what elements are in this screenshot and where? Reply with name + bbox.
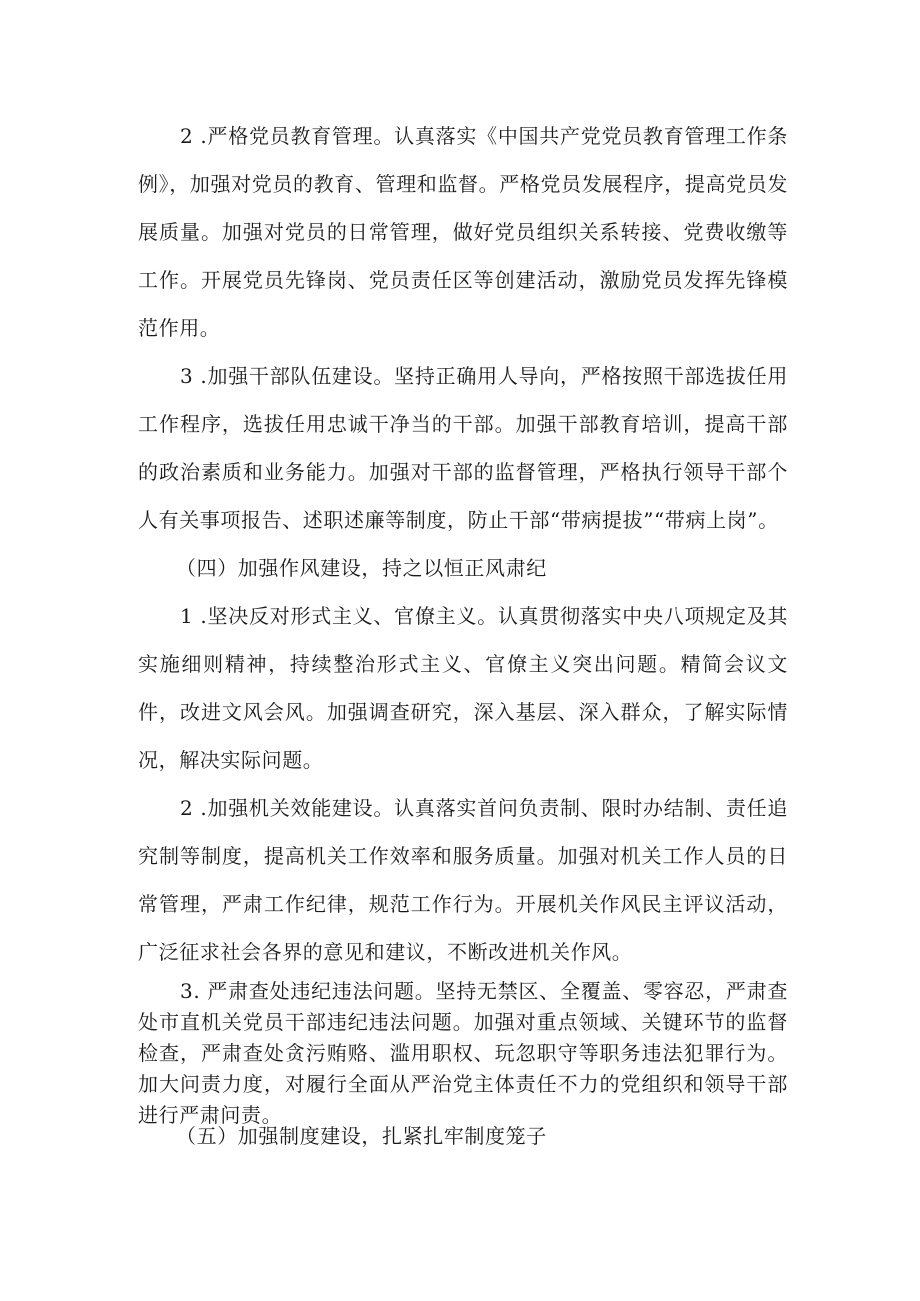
paragraph-oppose-formalism: 1 .坚决反对形式主义、官僚主义。认真贯彻落实中央八项规定及其实施细则精神，持续整治形式主义、官僚主义突出问题。精简会议文件，改进文风会风。加强调查研究，深入基层、深入群众，了解实际情况，解决实际问题。 (138, 604, 788, 772)
paragraph-agency-efficiency: 2 .加强机关效能建设。认真落实首问负责制、限时办结制、责任追究制等制度，提高机关工作效率和服务质量。加强对机关工作人员的日常管理，严肃工作纪律，规范工作行为。开展机关作风民主评议活动，广泛征求社会各界的意见和建议，不断改进机关作风。 (138, 796, 788, 964)
paragraph-party-member-management: 2 .严格党员教育管理。认真落实《中国共产党党员教育管理工作条例》，加强对党员的教育、管理和监督。严格党员发展程序，提高党员发展质量。加强对党员的日常管理，做好党员组织关系转接、党费收缴等工作。开展党员先锋岗、党员责任区等创建活动，激励党员发挥先锋模范作用。 (138, 124, 788, 340)
section-heading-5: （五）加强制度建设，扎紧扎牢制度笼子 (176, 1124, 547, 1148)
section-heading-4: （四）加强作风建设，持之以恒正风肃纪 (176, 556, 547, 580)
paragraph-investigate-violations: 3. 严肃查处违纪违法问题。坚持无禁区、全覆盖、零容忍，严肃查处市直机关党员干部违纪违法问题。加强对重点领域、关键环节的监督检查，严肃查处贪污贿赂、滥用职权、玩忽职守等职务违法犯罪行为。加大问责力度，对履行全面从严治党主体责任不力的党组织和领导干部进行严肃问责。 (138, 979, 788, 1127)
paragraph-cadre-team-building: 3 .加强干部队伍建设。坚持正确用人导向，严格按照干部选拔任用工作程序，选拔任用忠诚干净当的干部。加强干部教育培训，提高干部的政治素质和业务能力。加强对干部的监督管理，严格执行领导干部个人有关事项报告、述职述廉等制度，防止干部“带病提拔”“带病上岗”。 (138, 364, 788, 532)
